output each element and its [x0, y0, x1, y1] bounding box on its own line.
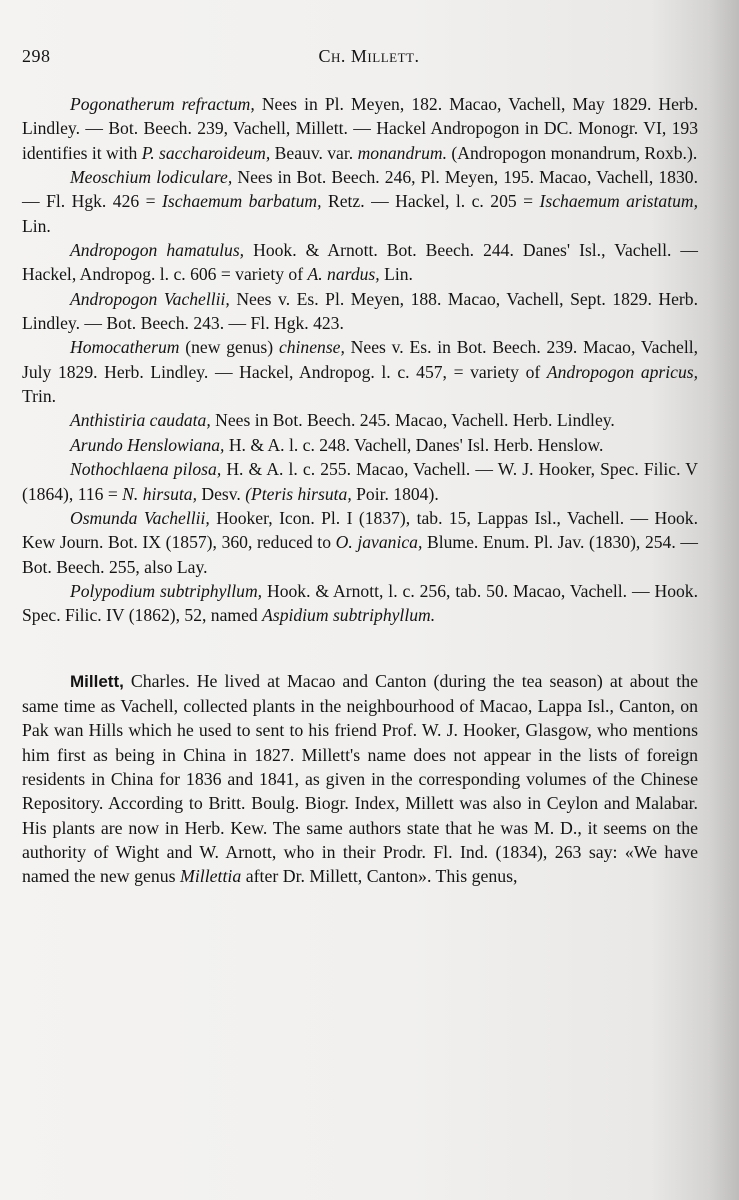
- species-entry: [22, 335, 698, 408]
- entry-text: H. & A. l. c. 255. Macao, Vachell. — W. J. Hooker, Spec. Filic. V (1864), 116 =: [22, 459, 698, 504]
- entry-text: Nees in Pl. Meyen, 182. Macao, Vachell, May 1829. Herb. Lindley. — Bot. Beech. 239, Vachell, Millett. — Hackel Andropogon in DC. Monogr. VI, 193 identifies it with: [22, 94, 698, 163]
- entry-italic-text: Andropogon hamatulus,: [70, 240, 245, 261]
- entry-text: Nees v. Es. in Bot. Beech. 239. Macao, Vachell, July 1829. Herb. Lindley. — Hackel, Andropog. l. c. 457, = variety of: [22, 337, 698, 382]
- entry-italic-text: Andropogon apricus,: [546, 361, 698, 382]
- species-entry: [22, 408, 698, 432]
- entry-text: Hook. & Arnott. Bot. Beech. 244. Danes' Isl., Vachell. — Hackel, Andropog. l. c. 606 = variety of: [22, 240, 698, 285]
- entry-italic-text: N. hirsuta,: [122, 483, 197, 504]
- entry-text: Blume. Enum. Pl. Jav. (1830), 254. — Bot. Beech. 255, also Lay.: [22, 532, 698, 577]
- entry-text: H. & A. l. c. 248. Vachell, Danes' Isl. Herb. Henslow.: [224, 434, 604, 455]
- entry-italic-text: chinense,: [278, 337, 345, 358]
- biography-text: Charles. He lived at Macao and Canton (during the tea season) at about the same time as Vachell, collected plants in the neighbourhood of Macao, Lappa Isl., Canton, on Pak wan Hills which he used to sent to his friend Prof. W. J. Hooker, Glasgow, who mentions him first as being in China in 1827. Millett's name does not appear in the lists of foreign residents in China for 1836 and 1841, as given in the corresponding volumes of the Chinese Repository. According to Britt. Boulg. Biogr. Index, Millett was also in Ceylon and Malabar. His plants are now in Herb. Kew. The same authors state that he was M. D., it seems on the authority of Wight and W. Arnott, who in their Prodr. Fl. Ind. (1834), 263 say: «We have named the new genus: [22, 670, 699, 887]
- entry-text: Desv.: [196, 483, 246, 504]
- section-gap: [22, 628, 698, 669]
- entry-text: Nees v. Es. Pl. Meyen, 188. Macao, Vachell, Sept. 1829. Herb. Lindley. — Bot. Beech. 243. — Fl. Hgk. 423.: [22, 288, 698, 334]
- entry-italic-text: Nothochlaena pilosa,: [70, 459, 222, 480]
- running-head: Ch. Millett.: [318, 46, 420, 66]
- species-entry: [22, 287, 698, 336]
- biography-text: after Dr. Millett, Canton». This genus,: [241, 866, 518, 887]
- entry-text: Nees in Bot. Beech. 246, Pl. Meyen, 195. Macao, Vachell, 1830. — Fl. Hgk. 426 =: [22, 167, 698, 212]
- entry-text: Hook. & Arnott, l. c. 256, tab. 50. Macao, Vachell. — Hook. Spec. Filic. IV (1862), 52, named: [22, 580, 698, 626]
- entry-italic-text: Ischaemum barbatum,: [162, 191, 322, 212]
- biography-paragraph: [22, 669, 698, 889]
- entry-italic-text: Anthistiria caudata,: [70, 410, 211, 431]
- species-entry: [22, 457, 698, 506]
- entry-italic-text: (Pteris hirsuta,: [245, 483, 352, 504]
- entry-text: Nees in Bot. Beech. 245. Macao, Vachell. Herb. Lindley.: [210, 410, 615, 431]
- species-entry: [22, 433, 698, 457]
- entry-italic-text: A. nardus,: [307, 264, 380, 285]
- entry-italic-text: Arundo Henslowiana,: [70, 434, 225, 455]
- entry-text: (Andropogon monandrum, Roxb.).: [447, 142, 698, 163]
- species-entry: [22, 238, 698, 287]
- biography-name: Millett,: [70, 671, 124, 691]
- entry-italic-text: Polypodium subtriphyllum,: [70, 580, 263, 601]
- page-number: 298: [22, 46, 51, 66]
- species-entry: [22, 165, 698, 238]
- entry-text: (new genus): [179, 337, 279, 358]
- entry-text: Lin.: [22, 215, 51, 236]
- entry-text: Trin.: [22, 386, 57, 407]
- entry-italic-text: Pogonatherum refractum,: [70, 94, 255, 114]
- entry-italic-text: Osmunda Vachellii,: [70, 507, 210, 528]
- entry-text: Poir. 1804).: [351, 483, 439, 504]
- entry-italic-text: Aspidium subtriphyllum.: [262, 605, 436, 626]
- entry-italic-text: Meoschium lodiculare,: [70, 167, 233, 188]
- entry-italic-text: Andropogon Vachellii,: [70, 288, 230, 309]
- entry-italic-text: P. saccharoideum,: [141, 142, 271, 163]
- page-header: [22, 46, 698, 72]
- entry-italic-text: O. javanica,: [335, 532, 423, 553]
- entry-text: Lin.: [379, 264, 413, 285]
- species-entries: [22, 92, 698, 628]
- page-body: [22, 92, 698, 889]
- entry-italic-text: monandrum.: [357, 142, 448, 163]
- entry-text: Hooker, Icon. Pl. I (1837), tab. 15, Lappas Isl., Vachell. — Hook. Kew Journ. Bot. IX (1857), 360, reduced to: [22, 507, 698, 553]
- entry-text: Beauv. var.: [270, 142, 358, 163]
- species-entry: [22, 506, 698, 579]
- species-entry: [22, 92, 698, 165]
- species-entry: [22, 579, 698, 628]
- entry-italic-text: Ischaemum aristatum,: [539, 191, 698, 212]
- biography-italic-text: Millettia: [180, 866, 242, 887]
- entry-italic-text: Homocatherum: [70, 337, 180, 358]
- entry-text: Retz. — Hackel, l. c. 205 =: [321, 191, 540, 212]
